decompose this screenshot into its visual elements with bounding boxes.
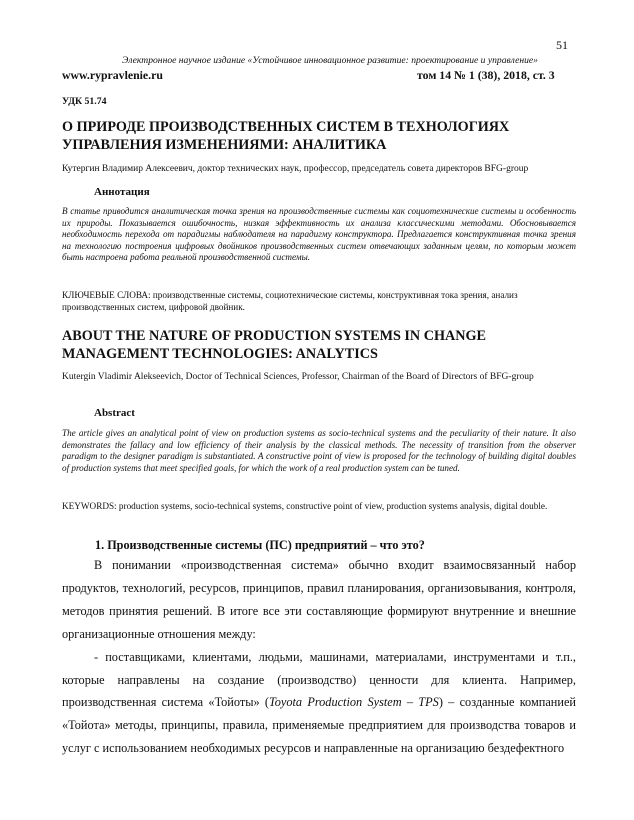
ru-title: [62, 118, 562, 154]
body-italic-text: Toyota Production System – TPS: [269, 695, 439, 710]
body-text: - поставщиками, клиентами, людьми, машинами, материалами, инструментами и т.п., которые направлены на создание (производство) ценности для клиента. Например, производственная система «Тойоты» (: [62, 649, 576, 710]
issue-info: том 14 № 1 (38), 2018, ст. 3: [417, 68, 555, 82]
en-author: Kutergin Vladimir Alekseevich, Doctor of Technical Sciences, Professor, Chairman of the Board of Directors of BFG-group: [62, 372, 534, 382]
body-paragraph-2: [62, 646, 576, 761]
en-title-line-1: ABOUT THE NATURE OF PRODUCTION SYSTEMS IN CHANGE: [62, 328, 486, 344]
en-abstract: The article gives an analytical point of view on production systems as socio-technical systems and the peculiarity of their nature. It also demonstrates the fallacy and low efficiency of their analysis by the classical methods. The necessity of transition from the observer paradigm to the designer paradigm is substantiated. A constructive point of view is proposed for the technology of building digital doubles of production systems that meet specified goals, for which the work of a real production system can be tuned.: [62, 428, 576, 473]
ru-abstract: В статье приводится аналитическая точка зрения на производственные системы как социотехнические системы и особенность их природы. Показывается ошибочность, низкая эффективность их анализа классическими методами. Обосновывается необходимость перехода от парадигмы наблюдателя на парадигму конструктора. Предлагается конструктивная точка зрения на технологию построения цифровых двойников производственных систем отвечающих заданным целям, по которым может быть настроена работа реальной производственной системы.: [62, 206, 576, 263]
udc-code: УДК 51.74: [62, 96, 107, 107]
en-title: [62, 327, 562, 363]
website-link[interactable]: www.rypravlenie.ru: [62, 68, 163, 82]
journal-name: Электронное научное издание «Устойчивое инновационное развитие: проектирование и управление»: [122, 55, 538, 66]
page-number: 51: [556, 38, 568, 52]
ru-title-line-2: УПРАВЛЕНИЯ ИЗМЕНЕНИЯМИ: АНАЛИТИКА: [62, 137, 387, 153]
ru-keywords: КЛЮЧЕВЫЕ СЛОВА: производственные системы, социотехнические системы, конструктивная тока зрения, анализ производственных систем, цифровой двойник.: [62, 290, 518, 312]
body-text: ) – созданные компанией «Тойота» методы, принципы, правила, применяемые предприятием для производства товаров и услуг с использованием необходимых ресурсов и направленные на организацию бездефектного: [62, 695, 576, 756]
section-body: [62, 554, 576, 760]
en-title-line-2: MANAGEMENT TECHNOLOGIES: ANALYTICS: [62, 346, 378, 362]
body-paragraph-1: В понимании «производственная система» обычно входит взаимосвязанный набор продуктов, технологий, ресурсов, принципов, правил планирования, организовывания, контроля, методов принятия решений. В итоге все эти составляющие формируют внутренние и внешние организационные отношения между:: [62, 558, 576, 641]
ru-author: Кутергин Владимир Алексеевич, доктор технических наук, профессор, председатель совета директоров BFG-group: [62, 164, 529, 174]
en-abstract-heading: Abstract: [94, 407, 135, 419]
ru-title-line-1: О ПРИРОДЕ ПРОИЗВОДСТВЕННЫХ СИСТЕМ В ТЕХНОЛОГИЯХ: [62, 119, 510, 135]
en-keywords: KEYWORDS: production systems, socio-technical systems, constructive point of view, production systems analysis, digital double.: [62, 501, 548, 511]
ru-abstract-heading: Аннотация: [94, 186, 150, 198]
section-heading: 1. Производственные системы (ПС) предприятий – что это?: [95, 538, 425, 552]
